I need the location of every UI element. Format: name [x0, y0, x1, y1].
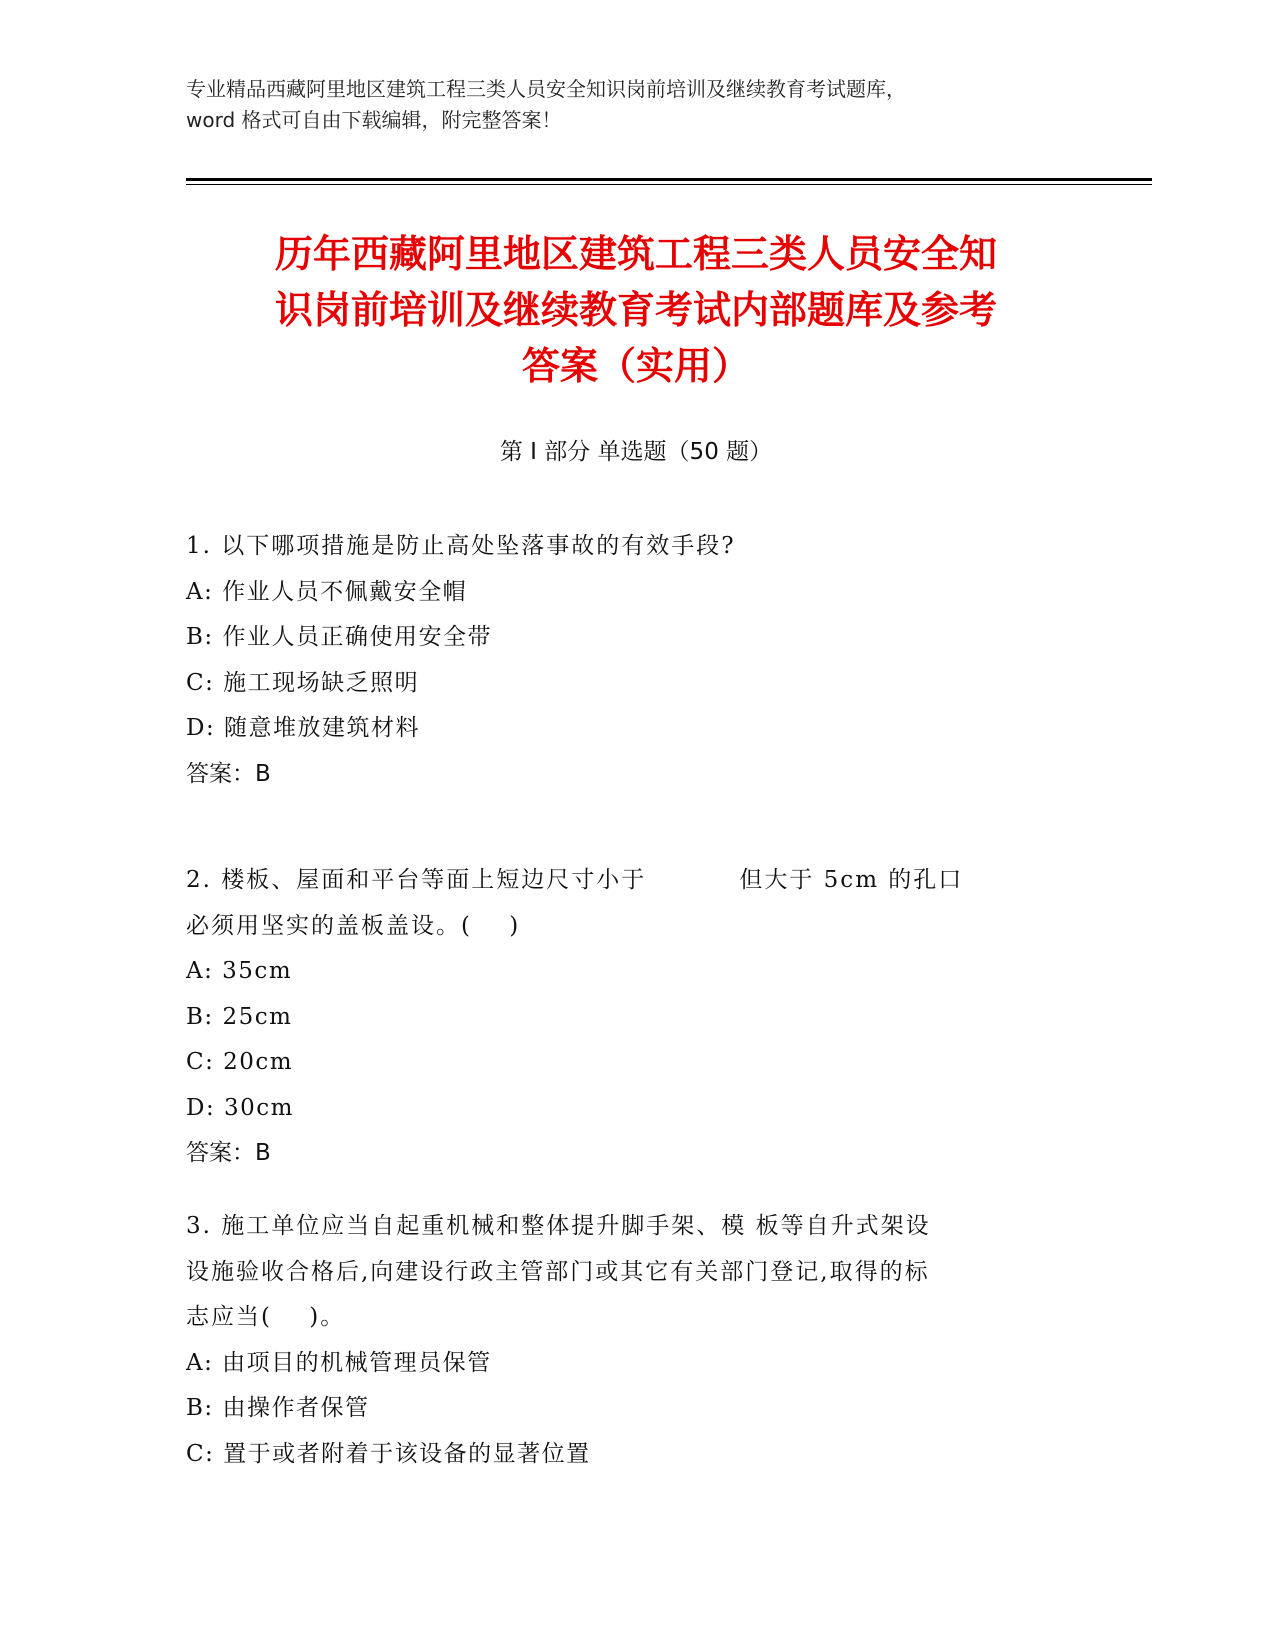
header-divider-thin: [186, 184, 1152, 185]
question-2-stem-line-1: 2. 楼板、屋面和平台等面上短边尺寸小于 但大于 5cm 的孔口: [186, 867, 964, 893]
title-line-3: 答案（实用）: [521, 344, 750, 388]
question-3-option-c: C: 置于或者附着于该设备的显著位置: [186, 1440, 591, 1467]
question-2-option-c: C: 20cm: [186, 1049, 294, 1075]
question-2-option-b: B: 25cm: [186, 1003, 293, 1030]
header-note: [186, 74, 1086, 136]
question-2-option-d: D: 30cm: [186, 1094, 294, 1121]
question-1-stem-line-1: 1. 以下哪项措施是防止高处坠落事故的有效手段?: [186, 533, 736, 559]
title-line-1: 历年西藏阿里地区建筑工程三类人员安全知: [274, 232, 997, 276]
document-title: [186, 226, 1086, 394]
question-3-stem-line-1: 3. 施工单位应当自起重机械和整体提升脚手架、模 板等自升式架设: [186, 1213, 931, 1239]
question-1: [186, 524, 1086, 797]
question-3-stem-line-2: 设施验收合格后,向建设行政主管部门或其它有关部门登记,取得的标: [186, 1258, 930, 1285]
question-2: [186, 858, 1086, 1177]
question-3-stem-line-3: 志应当( )。: [186, 1304, 346, 1330]
question-1-answer: 答案：B: [186, 760, 271, 787]
question-3: [186, 1204, 1086, 1477]
question-1-option-b: B: 作业人员正确使用安全带: [186, 624, 492, 650]
section-title: 第 I 部分 单选题（50 题）: [499, 439, 773, 465]
question-1-option-d: D: 随意堆放建筑材料: [186, 715, 421, 741]
question-3-option-a: A: 由项目的机械管理员保管: [186, 1349, 492, 1376]
question-2-stem-line-2: 必须用坚实的盖板盖设。( ): [186, 912, 521, 939]
question-2-option-a: A: 35cm: [186, 958, 293, 984]
question-2-answer: 答案：B: [186, 1140, 271, 1166]
header-note-line-1: 专业精品西藏阿里地区建筑工程三类人员安全知识岗前培训及继续教育考试题库，: [186, 77, 906, 101]
header-divider-thick: [186, 178, 1152, 181]
question-3-option-b: B: 由操作者保管: [186, 1395, 370, 1421]
title-line-2: 识岗前培训及继续教育考试内部题库及参考: [274, 288, 997, 332]
header-note-line-2: word 格式可自由下载编辑，附完整答案！: [186, 108, 562, 132]
question-1-option-c: C: 施工现场缺乏照明: [186, 669, 420, 696]
question-1-option-a: A: 作业人员不佩戴安全帽: [186, 578, 468, 605]
